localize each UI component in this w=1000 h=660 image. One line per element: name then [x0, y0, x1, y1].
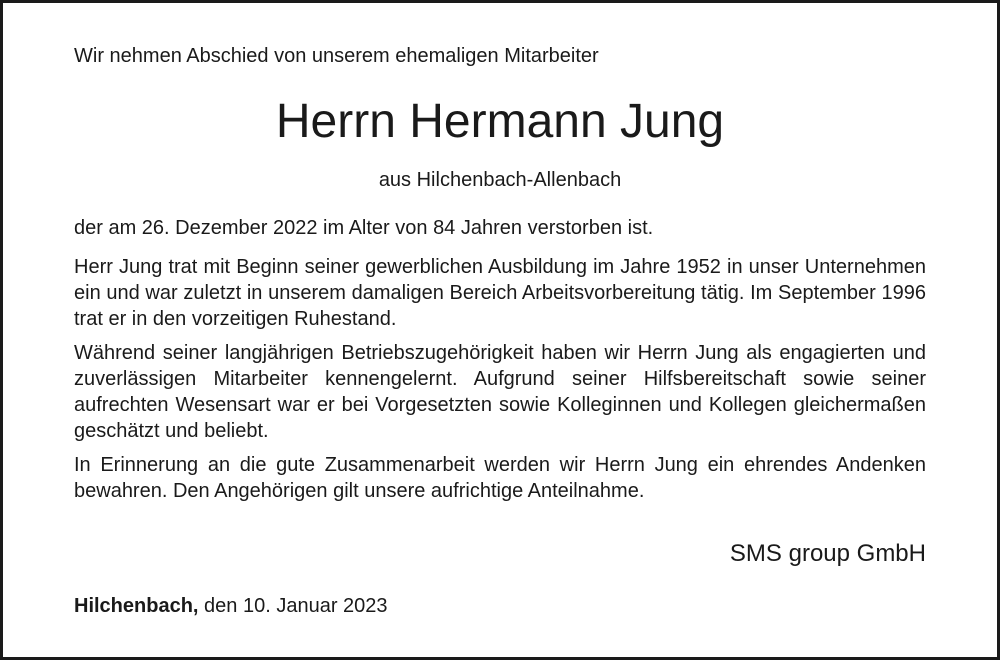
death-date-line: der am 26. Dezember 2022 im Alter von 84 Jahren verstorben ist. [74, 217, 654, 239]
paragraph-career: Herr Jung trat mit Beginn seiner gewerblichen Ausbildung im Jahre 1952 in unser Unternehmen ein und war zuletzt in unserem damaligen Bereich Arbeitsvorbereitung tätig. Im September 1996 trat er in den vorzeitigen Ruhestand. [74, 256, 926, 330]
deceased-name: Herrn Hermann Jung [275, 95, 725, 148]
origin-line: aus Hilchenbach-Allenbach [378, 169, 622, 191]
intro-line: Wir nehmen Abschied von unserem ehemaligen Mitarbeiter [74, 45, 599, 67]
paragraph-remembrance: In Erinnerung an die gute Zusammenarbeit werden wir Herrn Jung ein ehrendes Andenken bewahren. Den Angehörigen gilt unsere aufrichtige Anteilnahme. [74, 454, 926, 502]
paragraph-appreciation: Während seiner langjährigen Betriebszugehörigkeit haben wir Herrn Jung als engagierten und zuverlässigen Mitarbeiter kennengelernt. Aufgrund seiner Hilfsbereitschaft sowie seiner aufrechten Wesensart war er bei Vorgesetzten sowie Kolleginnen und Kollegen gleichermaßen geschätzt und beliebt. [74, 342, 926, 442]
place: Hilchenbach, [74, 595, 199, 617]
place-date-line [74, 592, 388, 620]
company-signature: SMS group GmbH [729, 540, 926, 567]
date: den 10. Januar 2023 [204, 595, 388, 617]
